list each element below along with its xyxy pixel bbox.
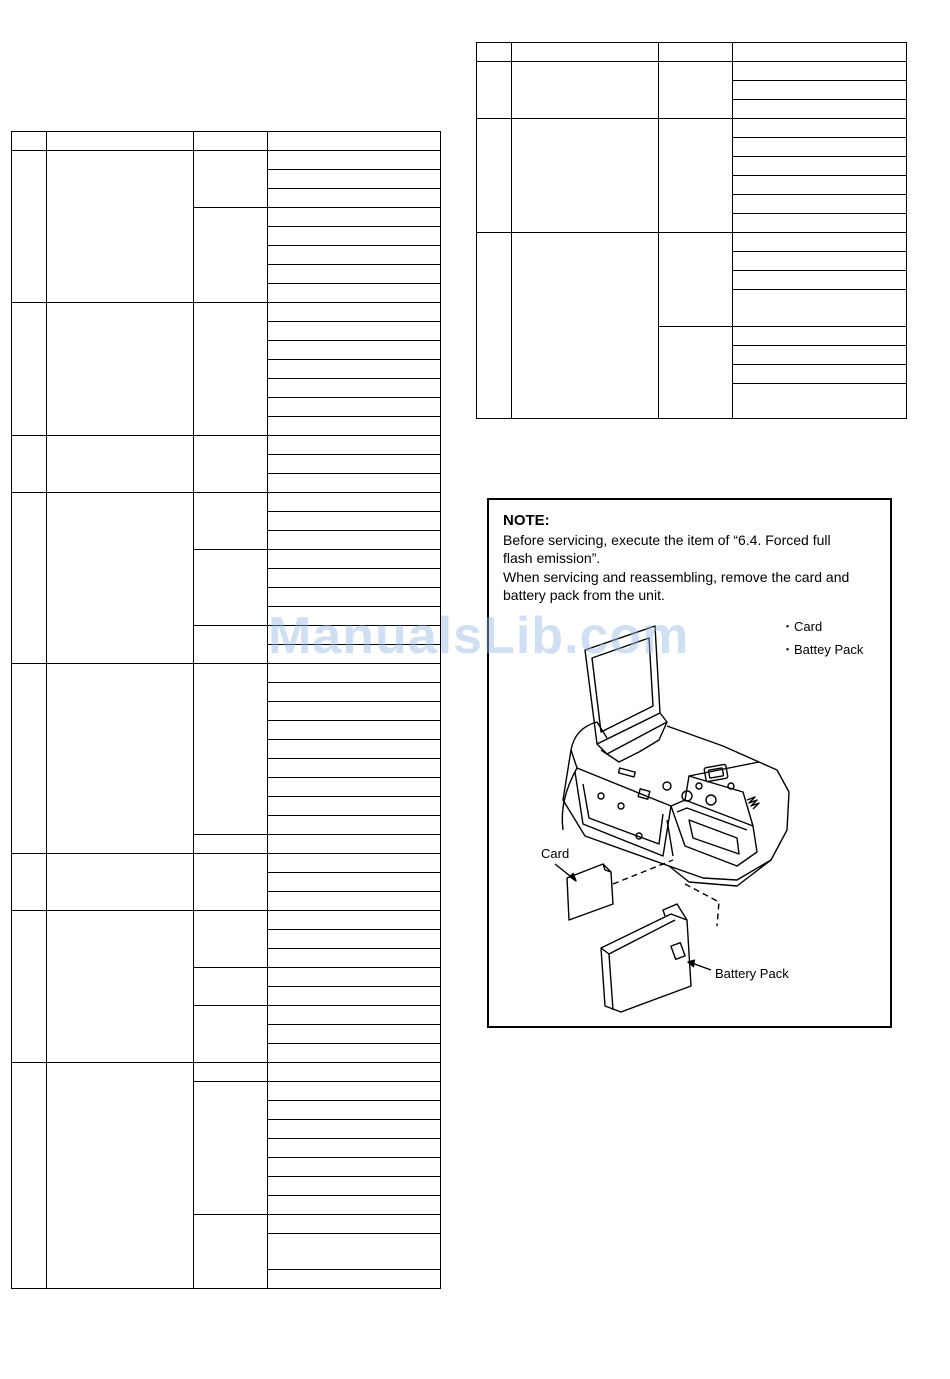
table-cell <box>268 797 441 816</box>
table-cell <box>194 1063 268 1082</box>
disassembly-table-left <box>11 131 441 1289</box>
label-battery-pack: Battery Pack <box>715 966 789 981</box>
table-cell <box>47 132 194 151</box>
table-cell <box>268 987 441 1006</box>
table-cell <box>268 569 441 588</box>
table-cell <box>268 816 441 835</box>
table-cell <box>512 233 659 419</box>
table-cell <box>268 322 441 341</box>
note-text-line: When servicing and reassembling, remove the card and <box>503 569 850 585</box>
table-cell <box>268 1101 441 1120</box>
table-cell <box>194 664 268 835</box>
table-cell <box>12 854 47 911</box>
table-cell <box>268 683 441 702</box>
table-cell <box>268 930 441 949</box>
table-cell <box>47 911 194 1063</box>
table-cell <box>268 246 441 265</box>
note-box <box>487 498 892 1028</box>
table-cell <box>12 664 47 854</box>
table-cell <box>194 1006 268 1063</box>
table-cell <box>733 233 907 252</box>
table-cell <box>47 664 194 854</box>
bullet-card: ・Card <box>781 619 823 634</box>
table-cell <box>733 119 907 138</box>
table-cell <box>268 759 441 778</box>
table-cell <box>268 854 441 873</box>
table-cell <box>12 151 47 303</box>
table-cell <box>194 854 268 911</box>
table-cell <box>268 1270 441 1289</box>
table-cell <box>268 512 441 531</box>
table-cell <box>659 62 733 119</box>
table-cell <box>268 892 441 911</box>
table-cell <box>268 1025 441 1044</box>
table-cell <box>477 119 512 233</box>
table-cell <box>12 493 47 664</box>
table-cell <box>268 664 441 683</box>
table-cell <box>268 702 441 721</box>
table-cell <box>194 968 268 1006</box>
table-cell <box>733 214 907 233</box>
table-cell <box>268 740 441 759</box>
note-title: NOTE: <box>503 512 550 529</box>
table-cell <box>194 911 268 968</box>
table-cell <box>268 1044 441 1063</box>
table-cell <box>268 303 441 322</box>
table-cell <box>47 854 194 911</box>
table-cell <box>268 778 441 797</box>
table-cell <box>268 968 441 987</box>
note-text-line: battery pack from the unit. <box>503 587 665 603</box>
table-cell <box>733 290 907 327</box>
table-cell <box>268 151 441 170</box>
table-cell <box>47 1063 194 1289</box>
table-cell <box>268 455 441 474</box>
camera-disassembly-illustration <box>489 500 890 1026</box>
table-cell <box>268 1006 441 1025</box>
table-cell <box>268 208 441 227</box>
table-cell <box>194 436 268 493</box>
table-cell <box>733 100 907 119</box>
table-cell <box>268 132 441 151</box>
table-cell <box>12 303 47 436</box>
table-cell <box>733 43 907 62</box>
table-cell <box>512 62 659 119</box>
table-cell <box>477 43 512 62</box>
table-cell <box>733 252 907 271</box>
table-cell <box>268 1063 441 1082</box>
table-cell <box>268 379 441 398</box>
note-text-line: Before servicing, execute the item of “6.4. Forced full <box>503 532 831 548</box>
table-cell <box>512 119 659 233</box>
table-cell <box>194 151 268 208</box>
table-cell <box>733 195 907 214</box>
table-cell <box>659 119 733 233</box>
table-cell <box>268 474 441 493</box>
table-cell <box>268 436 441 455</box>
table-cell <box>47 436 194 493</box>
table-cell <box>12 911 47 1063</box>
table-cell <box>659 43 733 62</box>
table-cell <box>733 176 907 195</box>
table-cell <box>12 132 47 151</box>
table-cell <box>194 1215 268 1289</box>
table-cell <box>268 835 441 854</box>
table-cell <box>47 493 194 664</box>
bullet-battery-pack: ・Battey Pack <box>781 642 864 657</box>
table-cell <box>268 360 441 379</box>
watermark: ManualsLib.com <box>268 607 690 665</box>
table-cell <box>268 949 441 968</box>
table-cell <box>477 233 512 419</box>
table-cell <box>512 43 659 62</box>
table-cell <box>194 303 268 436</box>
table-cell <box>659 233 733 327</box>
table-cell <box>268 284 441 303</box>
table-cell <box>268 550 441 569</box>
table-cell <box>268 265 441 284</box>
table-cell <box>268 227 441 246</box>
table-cell <box>733 271 907 290</box>
disassembly-table-right <box>476 42 907 419</box>
table-cell <box>12 1063 47 1289</box>
table-cell <box>268 1120 441 1139</box>
table-cell <box>268 170 441 189</box>
table-cell <box>47 151 194 303</box>
table-cell <box>194 626 268 664</box>
table-cell <box>268 417 441 436</box>
table-cell <box>268 531 441 550</box>
table-cell <box>12 436 47 493</box>
note-text-line: flash emission”. <box>503 550 601 566</box>
table-cell <box>268 1082 441 1101</box>
label-card: Card <box>541 846 570 861</box>
table-cell <box>268 1177 441 1196</box>
table-cell <box>194 208 268 303</box>
table-cell <box>733 138 907 157</box>
table-cell <box>268 721 441 740</box>
table-cell <box>268 341 441 360</box>
table-cell <box>477 62 512 119</box>
table-cell <box>268 493 441 512</box>
table-cell <box>733 327 907 346</box>
table-cell <box>268 1215 441 1234</box>
table-cell <box>733 157 907 176</box>
table-cell <box>733 81 907 100</box>
table-cell <box>268 873 441 892</box>
table-cell <box>268 189 441 208</box>
table-cell <box>268 588 441 607</box>
table-cell <box>268 1139 441 1158</box>
table-cell <box>268 1196 441 1215</box>
table-cell <box>733 365 907 384</box>
table-cell <box>194 835 268 854</box>
table-cell <box>194 493 268 550</box>
table-cell <box>733 346 907 365</box>
table-cell <box>194 1082 268 1215</box>
table-cell <box>268 398 441 417</box>
table-cell <box>268 911 441 930</box>
table-cell <box>194 132 268 151</box>
table-cell <box>268 1158 441 1177</box>
table-cell <box>659 327 733 419</box>
table-cell <box>47 303 194 436</box>
table-cell <box>733 384 907 419</box>
table-cell <box>194 550 268 626</box>
table-cell <box>733 62 907 81</box>
table-cell <box>268 1234 441 1270</box>
